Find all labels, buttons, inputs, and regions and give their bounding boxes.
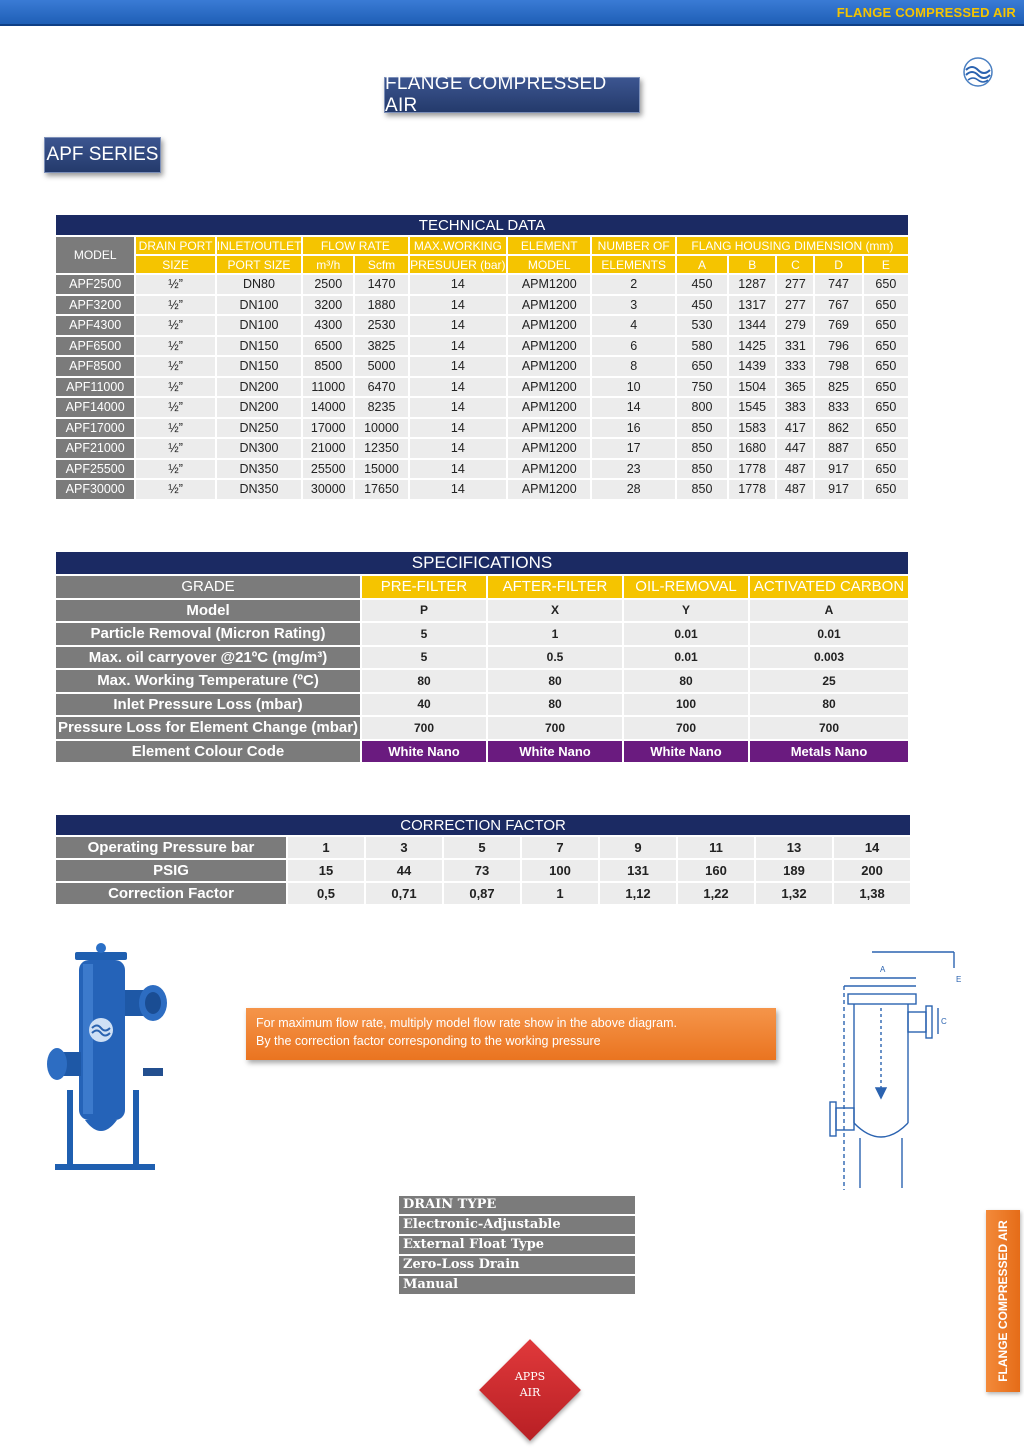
data-cell: ½” bbox=[136, 378, 214, 397]
table-row bbox=[56, 623, 908, 645]
page-title: FLANGE COMPRESSED AIR bbox=[384, 77, 640, 113]
data-cell: 11000 bbox=[303, 378, 353, 397]
data-cell: 1287 bbox=[729, 275, 775, 294]
data-cell: 862 bbox=[815, 419, 861, 438]
series-title: APF SERIES bbox=[44, 137, 161, 173]
header-number-sub: ELEMENTS bbox=[592, 256, 674, 273]
header-pressure-sub: PRESUUER (bar) bbox=[410, 257, 506, 272]
data-cell: 450 bbox=[677, 296, 727, 315]
spec-value-cell: 80 bbox=[624, 670, 748, 692]
data-cell: 331 bbox=[777, 337, 813, 356]
data-cell: 1680 bbox=[729, 439, 775, 458]
top-banner bbox=[0, 0, 1024, 26]
data-cell: 17000 bbox=[303, 419, 353, 438]
data-cell: 17 bbox=[592, 439, 674, 458]
data-cell: 2500 bbox=[303, 275, 353, 294]
note-line-2: By the correction factor corresponding to the working pressure bbox=[256, 1034, 601, 1048]
data-cell: 5000 bbox=[355, 357, 407, 376]
drain-type-title: DRAIN TYPE bbox=[399, 1196, 635, 1214]
spec-value-cell: 700 bbox=[488, 717, 622, 739]
data-cell: 650 bbox=[864, 480, 908, 499]
data-cell: 30000 bbox=[303, 480, 353, 499]
brand-label bbox=[494, 1369, 566, 1401]
table-row bbox=[56, 670, 908, 692]
spec-value-cell: 700 bbox=[624, 717, 748, 739]
data-cell: 2530 bbox=[355, 316, 407, 335]
data-cell: 277 bbox=[777, 296, 813, 315]
data-cell: 14000 bbox=[303, 398, 353, 417]
spec-value-cell: 0.01 bbox=[624, 623, 748, 645]
data-cell: 14 bbox=[410, 316, 506, 335]
data-cell: 747 bbox=[815, 275, 861, 294]
correction-value-cell: 1,38 bbox=[834, 883, 910, 904]
technical-data-table bbox=[54, 213, 910, 501]
data-cell: ½” bbox=[136, 275, 214, 294]
data-cell: 447 bbox=[777, 439, 813, 458]
correction-value-cell: 189 bbox=[756, 860, 832, 881]
correction-value-cell: 1,32 bbox=[756, 883, 832, 904]
grade-oil-removal: OIL-REMOVAL bbox=[624, 576, 748, 598]
model-cell: APF8500 bbox=[56, 357, 134, 376]
colour-code-value: White Nano bbox=[488, 741, 622, 763]
data-cell: 4300 bbox=[303, 316, 353, 335]
data-cell: 6470 bbox=[355, 378, 407, 397]
correction-value-cell: 15 bbox=[288, 860, 364, 881]
specifications-rows bbox=[56, 600, 908, 739]
data-cell: 28 bbox=[592, 480, 674, 499]
data-cell: 1545 bbox=[729, 398, 775, 417]
data-cell: DN200 bbox=[217, 398, 301, 417]
data-cell: 279 bbox=[777, 316, 813, 335]
data-cell: ½” bbox=[136, 460, 214, 479]
correction-caption: CORRECTION FACTOR bbox=[56, 815, 910, 835]
data-cell: 917 bbox=[815, 480, 861, 499]
data-cell: 650 bbox=[677, 357, 727, 376]
brand-line-2: AIR bbox=[519, 1386, 541, 1399]
spec-value-cell: 5 bbox=[362, 647, 486, 669]
correction-value-cell: 160 bbox=[678, 860, 754, 881]
data-cell: ½” bbox=[136, 316, 214, 335]
drain-type-list bbox=[399, 1196, 635, 1296]
table-row bbox=[56, 296, 908, 315]
data-cell: 1880 bbox=[355, 296, 407, 315]
technical-rows bbox=[56, 275, 908, 499]
data-cell: 14 bbox=[410, 378, 506, 397]
spec-row-label: Inlet Pressure Loss (mbar) bbox=[56, 694, 360, 716]
data-cell: 14 bbox=[410, 398, 506, 417]
data-cell: 14 bbox=[410, 419, 506, 438]
data-cell: ½” bbox=[136, 337, 214, 356]
dimension-label-a: A bbox=[880, 965, 886, 974]
data-cell: 3825 bbox=[355, 337, 407, 356]
data-cell: 450 bbox=[677, 275, 727, 294]
note-line-1: For maximum flow rate, multiply model flow rate show in the above diagram. bbox=[256, 1016, 677, 1030]
data-cell: 12350 bbox=[355, 439, 407, 458]
spec-value-cell: 0.01 bbox=[624, 647, 748, 669]
spec-value-cell: 80 bbox=[750, 694, 908, 716]
data-cell: DN100 bbox=[217, 296, 301, 315]
data-cell: 767 bbox=[815, 296, 861, 315]
data-cell: APM1200 bbox=[508, 275, 590, 294]
correction-note bbox=[246, 1008, 776, 1060]
spec-row-label: Particle Removal (Micron Rating) bbox=[56, 623, 360, 645]
spec-value-cell: 700 bbox=[750, 717, 908, 739]
data-cell: APM1200 bbox=[508, 398, 590, 417]
table-row bbox=[56, 717, 908, 739]
data-cell: 798 bbox=[815, 357, 861, 376]
data-cell: APM1200 bbox=[508, 460, 590, 479]
data-cell: 1778 bbox=[729, 460, 775, 479]
data-cell: 8 bbox=[592, 357, 674, 376]
data-cell: ½” bbox=[136, 419, 214, 438]
table-row bbox=[56, 316, 908, 335]
header-element-sub: MODEL bbox=[508, 256, 590, 273]
data-cell: 10 bbox=[592, 378, 674, 397]
table-row bbox=[56, 600, 908, 622]
data-cell: APM1200 bbox=[508, 439, 590, 458]
data-cell: ½” bbox=[136, 296, 214, 315]
correction-value-cell: 14 bbox=[834, 837, 910, 858]
data-cell: APM1200 bbox=[508, 296, 590, 315]
spec-value-cell: P bbox=[362, 600, 486, 622]
data-cell: 365 bbox=[777, 378, 813, 397]
table-row bbox=[56, 480, 908, 499]
specifications-caption: SPECIFICATIONS bbox=[56, 552, 908, 574]
data-cell: 650 bbox=[864, 439, 908, 458]
data-cell: 833 bbox=[815, 398, 861, 417]
correction-value-cell: 11 bbox=[678, 837, 754, 858]
header-flow: FLOW RATE bbox=[303, 237, 407, 254]
data-cell: DN200 bbox=[217, 378, 301, 397]
grade-after-filter: AFTER-FILTER bbox=[488, 576, 622, 598]
dimension-drawing bbox=[828, 948, 968, 1190]
spec-value-cell: 700 bbox=[362, 717, 486, 739]
data-cell: APM1200 bbox=[508, 337, 590, 356]
data-cell: 530 bbox=[677, 316, 727, 335]
correction-value-cell: 200 bbox=[834, 860, 910, 881]
correction-value-cell: 13 bbox=[756, 837, 832, 858]
data-cell: APM1200 bbox=[508, 378, 590, 397]
spec-value-cell: A bbox=[750, 600, 908, 622]
data-cell: 3200 bbox=[303, 296, 353, 315]
data-cell: 650 bbox=[864, 275, 908, 294]
dimension-label-e: E bbox=[956, 975, 962, 984]
data-cell: 14 bbox=[410, 439, 506, 458]
data-cell: 1425 bbox=[729, 337, 775, 356]
drain-type-item: External Float Type bbox=[399, 1236, 635, 1254]
spec-value-cell: 80 bbox=[488, 694, 622, 716]
data-cell: 1344 bbox=[729, 316, 775, 335]
spec-value-cell: 100 bbox=[624, 694, 748, 716]
table-row bbox=[56, 378, 908, 397]
technical-caption: TECHNICAL DATA bbox=[56, 215, 908, 235]
data-cell: 650 bbox=[864, 378, 908, 397]
data-cell: APM1200 bbox=[508, 357, 590, 376]
header-dim-a: A bbox=[677, 256, 727, 273]
data-cell: 1317 bbox=[729, 296, 775, 315]
colour-code-value: White Nano bbox=[362, 741, 486, 763]
correction-value-cell: 3 bbox=[366, 837, 442, 858]
correction-rows bbox=[56, 837, 910, 904]
spec-value-cell: 80 bbox=[362, 670, 486, 692]
specifications-table bbox=[54, 550, 910, 764]
table-row bbox=[56, 357, 908, 376]
side-tab bbox=[986, 1210, 1020, 1392]
model-cell: APF4300 bbox=[56, 316, 134, 335]
correction-value-cell: 1 bbox=[288, 837, 364, 858]
data-cell: 650 bbox=[864, 398, 908, 417]
spec-value-cell: 5 bbox=[362, 623, 486, 645]
data-cell: APM1200 bbox=[508, 480, 590, 499]
data-cell: 333 bbox=[777, 357, 813, 376]
model-cell: APF17000 bbox=[56, 419, 134, 438]
data-cell: DN100 bbox=[217, 316, 301, 335]
side-tab-label: FLANGE COMPRESSED AIR bbox=[996, 1220, 1010, 1382]
data-cell: APM1200 bbox=[508, 419, 590, 438]
data-cell: 3 bbox=[592, 296, 674, 315]
spec-value-cell: X bbox=[488, 600, 622, 622]
spec-value-cell: 1 bbox=[488, 623, 622, 645]
header-element: ELEMENT bbox=[508, 237, 590, 254]
spec-value-cell: 25 bbox=[750, 670, 908, 692]
data-cell: 650 bbox=[864, 337, 908, 356]
correction-value-cell: 73 bbox=[444, 860, 520, 881]
header-flow-scfm: Scfm bbox=[355, 256, 407, 273]
data-cell: APM1200 bbox=[508, 316, 590, 335]
data-cell: 21000 bbox=[303, 439, 353, 458]
correction-row-label: Operating Pressure bar bbox=[56, 837, 286, 858]
correction-factor-table bbox=[54, 813, 912, 906]
data-cell: 1583 bbox=[729, 419, 775, 438]
data-cell: 825 bbox=[815, 378, 861, 397]
data-cell: 8500 bbox=[303, 357, 353, 376]
data-cell: 277 bbox=[777, 275, 813, 294]
data-cell: 769 bbox=[815, 316, 861, 335]
model-cell: APF25500 bbox=[56, 460, 134, 479]
data-cell: 10000 bbox=[355, 419, 407, 438]
header-inlet-sub: PORT SIZE bbox=[217, 256, 301, 273]
data-cell: 750 bbox=[677, 378, 727, 397]
data-cell: DN150 bbox=[217, 337, 301, 356]
data-cell: 6 bbox=[592, 337, 674, 356]
header-dim-e: E bbox=[864, 256, 908, 273]
data-cell: DN150 bbox=[217, 357, 301, 376]
data-cell: 14 bbox=[592, 398, 674, 417]
data-cell: 25500 bbox=[303, 460, 353, 479]
data-cell: ½” bbox=[136, 398, 214, 417]
data-cell: 2 bbox=[592, 275, 674, 294]
data-cell: 850 bbox=[677, 439, 727, 458]
spec-row-label: Max. Working Temperature (ºC) bbox=[56, 670, 360, 692]
header-dim-c: C bbox=[777, 256, 813, 273]
drain-type-item: Zero-Loss Drain bbox=[399, 1256, 635, 1274]
header-drain: DRAIN PORT bbox=[136, 237, 214, 254]
table-row bbox=[56, 647, 908, 669]
correction-value-cell: 44 bbox=[366, 860, 442, 881]
data-cell: 650 bbox=[864, 296, 908, 315]
data-cell: 14 bbox=[410, 275, 506, 294]
spec-row-label: Max. oil carryover @21ºC (mg/m³) bbox=[56, 647, 360, 669]
header-inlet: INLET/OUTLET bbox=[216, 238, 302, 253]
correction-value-cell: 0,87 bbox=[444, 883, 520, 904]
data-cell: 796 bbox=[815, 337, 861, 356]
table-row bbox=[56, 460, 908, 479]
colour-code-value: White Nano bbox=[624, 741, 748, 763]
header-dimension: FLANG HOUSING DIMENSION (mm) bbox=[677, 237, 908, 254]
grade-pre-filter: PRE-FILTER bbox=[362, 576, 486, 598]
data-cell: 487 bbox=[777, 460, 813, 479]
data-cell: 650 bbox=[864, 460, 908, 479]
data-cell: 1470 bbox=[355, 275, 407, 294]
data-cell: 1439 bbox=[729, 357, 775, 376]
table-row bbox=[56, 883, 910, 904]
data-cell: 6500 bbox=[303, 337, 353, 356]
header-pressure: MAX.WORKING bbox=[410, 237, 506, 254]
data-cell: 8235 bbox=[355, 398, 407, 417]
header-model: MODEL bbox=[56, 237, 134, 273]
data-cell: 850 bbox=[677, 480, 727, 499]
data-cell: 4 bbox=[592, 316, 674, 335]
data-cell: 917 bbox=[815, 460, 861, 479]
spec-value-cell: 0.003 bbox=[750, 647, 908, 669]
table-row bbox=[56, 337, 908, 356]
data-cell: 14 bbox=[410, 337, 506, 356]
data-cell: 14 bbox=[410, 296, 506, 315]
header-dim-b: B bbox=[729, 256, 775, 273]
spec-value-cell: 80 bbox=[488, 670, 622, 692]
data-cell: DN300 bbox=[217, 439, 301, 458]
correction-value-cell: 0,5 bbox=[288, 883, 364, 904]
model-cell: APF14000 bbox=[56, 398, 134, 417]
model-cell: APF3200 bbox=[56, 296, 134, 315]
header-dim-d: D bbox=[815, 256, 861, 273]
grade-activated-carbon: ACTIVATED CARBON bbox=[750, 576, 908, 598]
header-number: NUMBER OF bbox=[592, 237, 674, 254]
spec-value-cell: 0.5 bbox=[488, 647, 622, 669]
correction-value-cell: 1,22 bbox=[678, 883, 754, 904]
table-row bbox=[56, 694, 908, 716]
data-cell: 14 bbox=[410, 480, 506, 499]
data-cell: 850 bbox=[677, 460, 727, 479]
data-cell: 16 bbox=[592, 419, 674, 438]
model-cell: APF11000 bbox=[56, 378, 134, 397]
data-cell: ½” bbox=[136, 480, 214, 499]
data-cell: 14 bbox=[410, 357, 506, 376]
spec-value-cell: 0.01 bbox=[750, 623, 908, 645]
company-logo-icon bbox=[955, 52, 1001, 94]
data-cell: 15000 bbox=[355, 460, 407, 479]
drain-type-item: Manual bbox=[399, 1276, 635, 1294]
dimension-label-c: C bbox=[941, 1017, 947, 1026]
correction-value-cell: 0,71 bbox=[366, 883, 442, 904]
model-cell: APF21000 bbox=[56, 439, 134, 458]
table-row bbox=[56, 419, 908, 438]
header-drain-sub: SIZE bbox=[136, 256, 214, 273]
colour-code-label: Element Colour Code bbox=[56, 741, 360, 763]
data-cell: 14 bbox=[410, 460, 506, 479]
correction-row-label: Correction Factor bbox=[56, 883, 286, 904]
data-cell: 23 bbox=[592, 460, 674, 479]
table-row bbox=[56, 439, 908, 458]
data-cell: 17650 bbox=[355, 480, 407, 499]
data-cell: 580 bbox=[677, 337, 727, 356]
spec-row-label: Model bbox=[56, 600, 360, 622]
data-cell: 800 bbox=[677, 398, 727, 417]
correction-value-cell: 100 bbox=[522, 860, 598, 881]
data-cell: DN350 bbox=[217, 460, 301, 479]
correction-value-cell: 1 bbox=[522, 883, 598, 904]
spec-value-cell: 40 bbox=[362, 694, 486, 716]
data-cell: 417 bbox=[777, 419, 813, 438]
data-cell: ½” bbox=[136, 357, 214, 376]
header-flow-m3: m³/h bbox=[303, 256, 353, 273]
data-cell: 383 bbox=[777, 398, 813, 417]
model-cell: APF6500 bbox=[56, 337, 134, 356]
data-cell: DN350 bbox=[217, 480, 301, 499]
table-row bbox=[56, 837, 910, 858]
spec-row-label: Pressure Loss for Element Change (mbar) bbox=[56, 717, 360, 739]
top-banner-label: FLANGE COMPRESSED AIR bbox=[836, 5, 1016, 20]
table-row bbox=[56, 275, 908, 294]
brand-line-1: APPS bbox=[514, 1370, 546, 1383]
data-cell: DN80 bbox=[217, 275, 301, 294]
data-cell: 850 bbox=[677, 419, 727, 438]
correction-value-cell: 1,12 bbox=[600, 883, 676, 904]
correction-value-cell: 7 bbox=[522, 837, 598, 858]
correction-value-cell: 131 bbox=[600, 860, 676, 881]
data-cell: 487 bbox=[777, 480, 813, 499]
spec-value-cell: Y bbox=[624, 600, 748, 622]
data-cell: 650 bbox=[864, 419, 908, 438]
table-row bbox=[56, 860, 910, 881]
correction-row-label: PSIG bbox=[56, 860, 286, 881]
data-cell: 650 bbox=[864, 316, 908, 335]
table-row bbox=[56, 398, 908, 417]
grade-label: GRADE bbox=[56, 576, 360, 598]
data-cell: ½” bbox=[136, 439, 214, 458]
colour-code-value: Metals Nano bbox=[750, 741, 908, 763]
drain-type-item: Electronic-Adjustable bbox=[399, 1216, 635, 1234]
correction-value-cell: 9 bbox=[600, 837, 676, 858]
model-cell: APF2500 bbox=[56, 275, 134, 294]
data-cell: 1778 bbox=[729, 480, 775, 499]
data-cell: 650 bbox=[864, 357, 908, 376]
correction-value-cell: 5 bbox=[444, 837, 520, 858]
model-cell: APF30000 bbox=[56, 480, 134, 499]
data-cell: 887 bbox=[815, 439, 861, 458]
data-cell: 1504 bbox=[729, 378, 775, 397]
data-cell: DN250 bbox=[217, 419, 301, 438]
filter-vessel-image bbox=[45, 940, 180, 1175]
